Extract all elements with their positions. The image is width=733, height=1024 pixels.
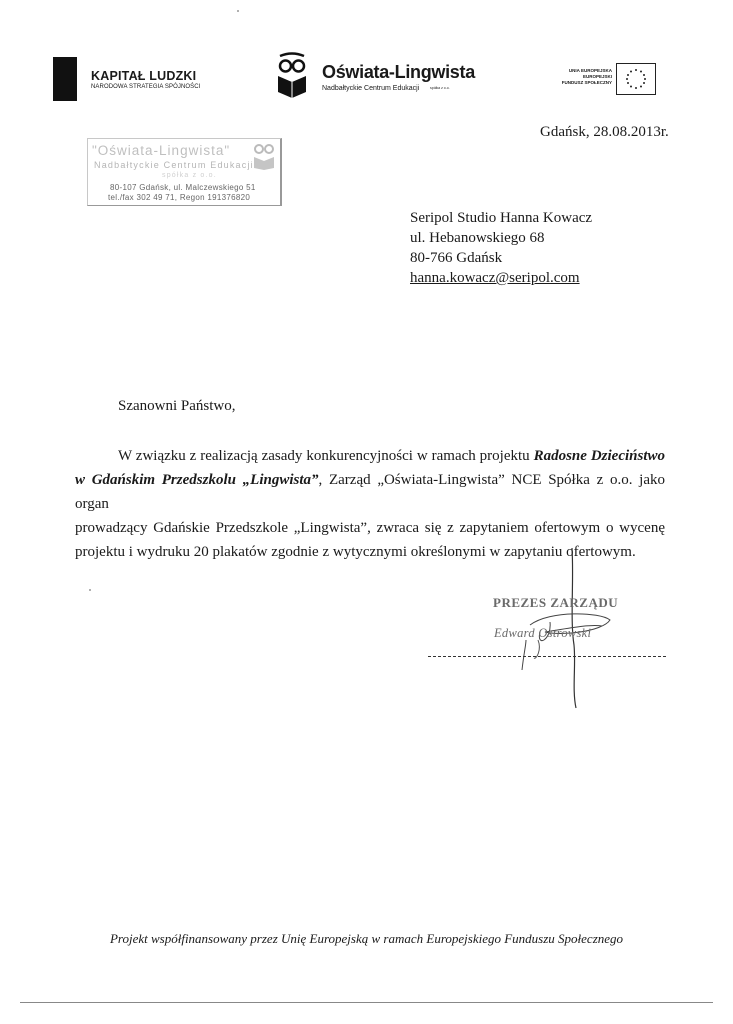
kapital-ludzki-logo-icon (53, 57, 77, 101)
letter-date: Gdańsk, 28.08.2013r. (540, 124, 669, 140)
scan-speck (237, 10, 239, 12)
eu-fund-label (560, 68, 612, 86)
body-text: W związku z realizacją zasady konkurencyjności w ramach projektu (118, 448, 530, 464)
stamp-company-desc: Nadbałtyckie Centrum Edukacji (94, 160, 254, 170)
recipient-city: 80-766 Gdańsk (410, 250, 503, 266)
footer-divider (20, 1002, 713, 1003)
eu-label-line: FUNDUSZ SPOŁECZNY (561, 80, 612, 85)
project-name-cont: w Gdańskim Przedszkolu „Lingwista” (75, 472, 319, 488)
oswiata-lingwista-subtitle: Nadbałtyckie Centrum Edukacji (322, 85, 420, 92)
footer-cofinancing-note: Projekt współfinansowany przez Unię Europejską w ramach Europejskiego Funduszu Społecznego (109, 931, 624, 946)
recipient-email-link[interactable]: hanna.kowacz@seripol.com (410, 270, 580, 286)
recipient-street: ul. Hebanowskiego 68 (410, 230, 545, 246)
eu-flag-icon (616, 63, 656, 95)
handwritten-signature-icon (490, 540, 630, 710)
eu-label-line: EUROPEJSKI (582, 74, 612, 79)
stamp-company-name: "Oświata-Lingwista" (92, 143, 231, 158)
body-text: , Zarząd „Oświata-Lingwista” NCE Spółka z o.o. jako organ (75, 472, 665, 512)
oswiata-lingwista-spolka: spółka z o.o. (430, 86, 450, 90)
body-line: projektu i wydruku 20 plakatów zgodnie z wytycznymi określonymi w zapytaniu ofertowym. (75, 544, 636, 560)
signature-line (428, 656, 666, 657)
scan-speck (89, 589, 91, 591)
body-line (75, 468, 665, 516)
oswiata-lingwista-logo-icon (277, 52, 307, 102)
oswiata-lingwista-title: Oświata-Lingwista (322, 62, 475, 82)
stamp-contact: tel./fax 302 49 71, Regon 191376820 (108, 193, 251, 202)
stamp-logo-icon (252, 140, 276, 170)
kapital-ludzki-subtitle: NARODOWA STRATEGIA SPÓJNOŚCI (91, 84, 201, 90)
project-name: Radosne Dzieciństwo (533, 448, 666, 464)
eu-label-line: UNIA EUROPEJSKA (568, 68, 612, 73)
signature-title: PREZES ZARZĄDU (493, 595, 619, 610)
letter-greeting: Szanowni Państwo, (118, 398, 236, 414)
kapital-ludzki-title: KAPITAŁ LUDZKI (91, 69, 197, 83)
body-line (75, 444, 665, 468)
signature-name: Edward Ostrowski (494, 626, 592, 640)
stamp-company-form: spółka z o.o. (162, 172, 217, 179)
stamp-address: 80-107 Gdańsk, ul. Malczewskiego 51 (110, 183, 256, 192)
body-line: prowadzący Gdańskie Przedszkole „Lingwista”, zwraca się z zapytaniem ofertowym o wycenę (75, 520, 665, 536)
recipient-name: Seripol Studio Hanna Kowacz (410, 210, 593, 226)
